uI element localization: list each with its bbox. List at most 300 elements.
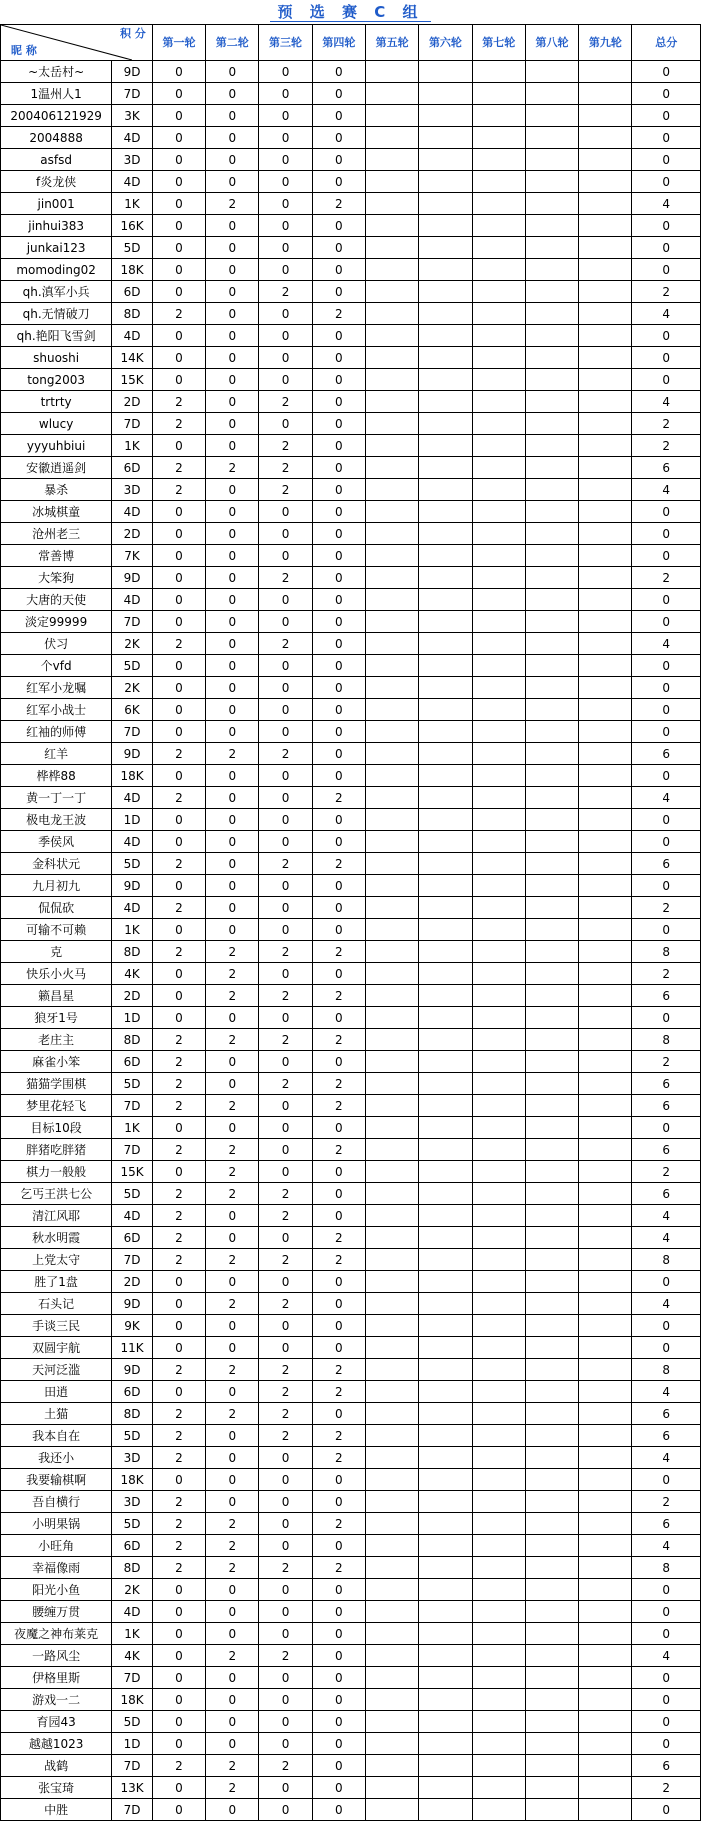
round-4-cell: 0	[312, 831, 365, 853]
round-1-cell: 0	[152, 61, 205, 83]
rating-cell: 9D	[112, 743, 153, 765]
table-row	[1, 963, 701, 985]
round-9-cell	[579, 501, 632, 523]
round-7-cell	[472, 985, 525, 1007]
round-4-cell: 0	[312, 149, 365, 171]
round-6-cell	[419, 1667, 472, 1689]
total-cell: 0	[632, 545, 701, 567]
round-7-cell	[472, 1667, 525, 1689]
table-row	[1, 1381, 701, 1403]
round-7-cell	[472, 919, 525, 941]
round-1-cell: 2	[152, 1557, 205, 1579]
round-2-cell: 0	[206, 1271, 259, 1293]
table-row	[1, 479, 701, 501]
round-9-cell	[579, 259, 632, 281]
table-row	[1, 1205, 701, 1227]
total-cell: 0	[632, 105, 701, 127]
player-name-cell: 棋力一般般	[1, 1161, 112, 1183]
round-2-cell: 2	[206, 1535, 259, 1557]
round-4-cell: 0	[312, 501, 365, 523]
round-5-cell	[366, 1667, 419, 1689]
table-row	[1, 1117, 701, 1139]
round-4-cell: 0	[312, 259, 365, 281]
round-3-cell: 0	[259, 413, 312, 435]
table-row	[1, 1755, 701, 1777]
table-row	[1, 303, 701, 325]
table-row	[1, 1227, 701, 1249]
round-4-cell: 2	[312, 1139, 365, 1161]
total-cell: 0	[632, 215, 701, 237]
round-1-cell: 0	[152, 435, 205, 457]
round-5-cell	[366, 677, 419, 699]
round-5-cell	[366, 1227, 419, 1249]
player-name-cell: 吾自横行	[1, 1491, 112, 1513]
player-name-cell: wlucy	[1, 413, 112, 435]
header-corner-cell	[1, 25, 153, 61]
total-cell: 6	[632, 457, 701, 479]
round-7-cell	[472, 1425, 525, 1447]
round-4-cell: 2	[312, 853, 365, 875]
total-cell: 0	[632, 127, 701, 149]
player-name-cell: 中胜	[1, 1799, 112, 1821]
round-4-cell: 0	[312, 655, 365, 677]
table-row	[1, 1623, 701, 1645]
rating-cell: 15K	[112, 369, 153, 391]
round-7-cell	[472, 1447, 525, 1469]
round-8-cell	[525, 1183, 578, 1205]
table-row	[1, 1051, 701, 1073]
table-row	[1, 897, 701, 919]
round-7-cell	[472, 523, 525, 545]
round-6-cell	[419, 83, 472, 105]
table-row	[1, 787, 701, 809]
total-cell: 0	[632, 1601, 701, 1623]
round-6-cell	[419, 1469, 472, 1491]
round-3-cell: 2	[259, 1073, 312, 1095]
round-7-cell	[472, 809, 525, 831]
round-4-cell: 0	[312, 1667, 365, 1689]
round-5-cell	[366, 1271, 419, 1293]
round-2-cell: 2	[206, 457, 259, 479]
round-1-cell: 2	[152, 787, 205, 809]
round-9-cell	[579, 1733, 632, 1755]
header-row	[1, 25, 701, 61]
round-3-cell: 0	[259, 83, 312, 105]
round-1-cell: 0	[152, 567, 205, 589]
round-2-cell: 2	[206, 1557, 259, 1579]
nickname-header-label: 昵 称	[11, 44, 37, 57]
rating-cell: 7K	[112, 545, 153, 567]
round-8-cell	[525, 1777, 578, 1799]
round-6-cell	[419, 61, 472, 83]
round-2-cell: 0	[206, 1205, 259, 1227]
round-5-cell	[366, 1051, 419, 1073]
round-3-cell: 2	[259, 1425, 312, 1447]
round-2-cell: 0	[206, 1491, 259, 1513]
round-5-cell	[366, 435, 419, 457]
round-5-cell	[366, 1645, 419, 1667]
round-7-cell	[472, 193, 525, 215]
round-7-cell	[472, 1491, 525, 1513]
round-8-cell	[525, 501, 578, 523]
round-1-cell: 0	[152, 193, 205, 215]
round-4-cell: 0	[312, 633, 365, 655]
round-6-cell	[419, 259, 472, 281]
round-8-cell	[525, 809, 578, 831]
round-8-cell	[525, 743, 578, 765]
rating-cell: 2D	[112, 523, 153, 545]
table-row	[1, 127, 701, 149]
round-7-cell	[472, 1095, 525, 1117]
rating-cell: 3D	[112, 149, 153, 171]
round-6-cell	[419, 1755, 472, 1777]
table-row	[1, 83, 701, 105]
round-7-cell	[472, 1139, 525, 1161]
rating-cell: 3D	[112, 1447, 153, 1469]
round-4-cell: 0	[312, 1535, 365, 1557]
table-row	[1, 105, 701, 127]
round-5-cell	[366, 457, 419, 479]
round-3-cell: 0	[259, 237, 312, 259]
round-6-cell	[419, 1535, 472, 1557]
player-name-cell: momoding02	[1, 259, 112, 281]
round-8-cell	[525, 831, 578, 853]
round-2-cell: 2	[206, 1359, 259, 1381]
round-7-cell	[472, 303, 525, 325]
table-row	[1, 1557, 701, 1579]
round-6-cell	[419, 171, 472, 193]
round-8-cell	[525, 1623, 578, 1645]
round-1-cell: 0	[152, 281, 205, 303]
round-3-cell: 0	[259, 699, 312, 721]
player-name-cell: 沧州老三	[1, 523, 112, 545]
rating-cell: 2K	[112, 633, 153, 655]
round-7-cell	[472, 1051, 525, 1073]
round-8-cell	[525, 787, 578, 809]
player-name-cell: 季侯风	[1, 831, 112, 853]
round-4-cell: 0	[312, 369, 365, 391]
total-cell: 2	[632, 435, 701, 457]
round-1-cell: 2	[152, 1073, 205, 1095]
round-9-cell	[579, 1711, 632, 1733]
round-9-cell	[579, 1777, 632, 1799]
round-1-cell: 2	[152, 1029, 205, 1051]
rating-cell: 6D	[112, 457, 153, 479]
round-2-cell: 0	[206, 765, 259, 787]
round-1-cell: 2	[152, 1513, 205, 1535]
total-cell: 0	[632, 1799, 701, 1821]
rating-cell: 4D	[112, 325, 153, 347]
round-3-cell: 0	[259, 1777, 312, 1799]
round-6-cell	[419, 105, 472, 127]
round-1-cell: 0	[152, 545, 205, 567]
round-7-cell	[472, 1601, 525, 1623]
rating-cell: 14K	[112, 347, 153, 369]
table-row	[1, 61, 701, 83]
round-2-cell: 0	[206, 1117, 259, 1139]
round-8-cell	[525, 1403, 578, 1425]
total-cell: 2	[632, 567, 701, 589]
rating-cell: 4K	[112, 1645, 153, 1667]
round-5-cell	[366, 1425, 419, 1447]
round-3-cell: 2	[259, 1205, 312, 1227]
round-2-cell: 2	[206, 1029, 259, 1051]
round-5-cell	[366, 963, 419, 985]
total-cell: 0	[632, 765, 701, 787]
round-1-cell: 0	[152, 831, 205, 853]
round-4-cell: 0	[312, 1645, 365, 1667]
table-row	[1, 1711, 701, 1733]
round-8-cell	[525, 1227, 578, 1249]
round-5-cell	[366, 391, 419, 413]
round-7-cell	[472, 1337, 525, 1359]
rating-cell: 18K	[112, 1689, 153, 1711]
round-3-cell: 0	[259, 1139, 312, 1161]
round-5-cell	[366, 1733, 419, 1755]
round-6-cell	[419, 1689, 472, 1711]
player-name-cell: jin001	[1, 193, 112, 215]
round-8-cell	[525, 303, 578, 325]
table-row	[1, 1667, 701, 1689]
round-3-cell: 2	[259, 281, 312, 303]
round-7-cell	[472, 347, 525, 369]
round-4-cell: 0	[312, 919, 365, 941]
round-3-cell: 0	[259, 1733, 312, 1755]
player-name-cell: qh.滇军小兵	[1, 281, 112, 303]
total-cell: 4	[632, 1205, 701, 1227]
rating-cell: 1K	[112, 193, 153, 215]
rating-cell: 9D	[112, 1293, 153, 1315]
round-8-cell	[525, 1711, 578, 1733]
round-7-cell	[472, 1293, 525, 1315]
round-3-cell: 0	[259, 1579, 312, 1601]
total-cell: 4	[632, 1381, 701, 1403]
player-name-cell: 九月初九	[1, 875, 112, 897]
round-1-cell: 0	[152, 1689, 205, 1711]
round-9-cell	[579, 391, 632, 413]
total-cell: 4	[632, 1227, 701, 1249]
round-5-cell	[366, 1557, 419, 1579]
round-7-cell	[472, 479, 525, 501]
round-9-cell	[579, 1557, 632, 1579]
round-4-cell: 0	[312, 875, 365, 897]
round-9-cell	[579, 1689, 632, 1711]
round-9-cell	[579, 743, 632, 765]
rating-cell: 7D	[112, 1139, 153, 1161]
round-5-cell	[366, 1205, 419, 1227]
round-1-cell: 0	[152, 589, 205, 611]
round-5-cell	[366, 1469, 419, 1491]
round-9-cell	[579, 1337, 632, 1359]
round-1-cell: 2	[152, 633, 205, 655]
round-1-cell: 0	[152, 919, 205, 941]
round-4-cell: 0	[312, 237, 365, 259]
round-8-cell	[525, 457, 578, 479]
round-1-header: 第一轮	[152, 25, 205, 61]
round-1-cell: 0	[152, 1117, 205, 1139]
round-1-cell: 0	[152, 523, 205, 545]
round-1-cell: 2	[152, 1095, 205, 1117]
round-7-cell	[472, 457, 525, 479]
round-7-cell	[472, 1535, 525, 1557]
round-1-cell: 0	[152, 1601, 205, 1623]
round-4-cell: 2	[312, 1425, 365, 1447]
round-5-cell	[366, 149, 419, 171]
rating-cell: 2D	[112, 985, 153, 1007]
rating-cell: 4D	[112, 1205, 153, 1227]
total-cell: 6	[632, 743, 701, 765]
round-3-cell: 0	[259, 809, 312, 831]
round-1-cell: 0	[152, 259, 205, 281]
rating-cell: 5D	[112, 237, 153, 259]
round-9-cell	[579, 61, 632, 83]
round-5-cell	[366, 589, 419, 611]
round-6-cell	[419, 831, 472, 853]
round-4-cell: 0	[312, 721, 365, 743]
round-7-cell	[472, 1777, 525, 1799]
round-4-cell: 0	[312, 435, 365, 457]
round-8-cell	[525, 1161, 578, 1183]
rating-cell: 9D	[112, 1359, 153, 1381]
player-name-cell: 大唐的天使	[1, 589, 112, 611]
round-8-cell	[525, 1359, 578, 1381]
round-5-cell	[366, 1249, 419, 1271]
round-5-cell	[366, 721, 419, 743]
round-2-cell: 0	[206, 1425, 259, 1447]
round-3-cell: 0	[259, 1315, 312, 1337]
round-7-cell	[472, 435, 525, 457]
table-row	[1, 523, 701, 545]
rating-cell: 7D	[112, 1755, 153, 1777]
round-5-cell	[366, 699, 419, 721]
round-9-cell	[579, 589, 632, 611]
round-6-cell	[419, 787, 472, 809]
table-row	[1, 545, 701, 567]
round-1-cell: 0	[152, 369, 205, 391]
round-2-cell: 0	[206, 347, 259, 369]
player-name-cell: 侃侃砍	[1, 897, 112, 919]
player-name-cell: 极电龙王波	[1, 809, 112, 831]
round-2-cell: 0	[206, 1381, 259, 1403]
round-1-cell: 2	[152, 413, 205, 435]
round-7-cell	[472, 1183, 525, 1205]
rating-cell: 4D	[112, 127, 153, 149]
rating-cell: 3D	[112, 479, 153, 501]
total-cell: 0	[632, 83, 701, 105]
round-1-cell: 0	[152, 1337, 205, 1359]
round-8-cell	[525, 149, 578, 171]
round-2-cell: 2	[206, 1777, 259, 1799]
round-3-cell: 0	[259, 1227, 312, 1249]
player-name-cell: 幸福像雨	[1, 1557, 112, 1579]
round-7-cell	[472, 787, 525, 809]
page-title: 预 选 赛 C 组	[0, 1, 701, 22]
table-row	[1, 809, 701, 831]
player-name-cell: 土猫	[1, 1403, 112, 1425]
round-3-cell: 0	[259, 545, 312, 567]
round-7-cell	[472, 281, 525, 303]
round-7-cell	[472, 743, 525, 765]
round-6-cell	[419, 589, 472, 611]
round-5-cell	[366, 1777, 419, 1799]
rating-cell: 4D	[112, 171, 153, 193]
round-8-cell	[525, 391, 578, 413]
player-name-cell: 快乐小火马	[1, 963, 112, 985]
round-5-cell	[366, 281, 419, 303]
round-4-cell: 0	[312, 171, 365, 193]
round-8-cell	[525, 941, 578, 963]
round-8-cell	[525, 259, 578, 281]
round-3-cell: 0	[259, 1337, 312, 1359]
round-3-cell: 2	[259, 941, 312, 963]
round-3-cell: 2	[259, 1249, 312, 1271]
round-9-cell	[579, 985, 632, 1007]
round-6-cell	[419, 1117, 472, 1139]
player-name-cell: 乞丐王洪七公	[1, 1183, 112, 1205]
player-name-cell: 游戏一二	[1, 1689, 112, 1711]
player-name-cell: qh.艳阳飞雪剑	[1, 325, 112, 347]
rating-cell: 9D	[112, 61, 153, 83]
round-8-cell	[525, 1535, 578, 1557]
round-5-cell	[366, 985, 419, 1007]
player-name-cell: 张宝琦	[1, 1777, 112, 1799]
round-8-cell	[525, 1381, 578, 1403]
total-cell: 4	[632, 1293, 701, 1315]
rating-cell: 1K	[112, 435, 153, 457]
round-2-cell: 0	[206, 589, 259, 611]
round-8-cell	[525, 1601, 578, 1623]
round-7-cell	[472, 1403, 525, 1425]
round-4-cell: 0	[312, 325, 365, 347]
rating-cell: 7D	[112, 1667, 153, 1689]
total-cell: 8	[632, 1557, 701, 1579]
rating-cell: 2K	[112, 677, 153, 699]
round-4-cell: 0	[312, 567, 365, 589]
round-9-cell	[579, 1645, 632, 1667]
round-6-cell	[419, 919, 472, 941]
round-4-cell: 0	[312, 589, 365, 611]
round-3-cell: 2	[259, 457, 312, 479]
round-2-cell: 0	[206, 1601, 259, 1623]
total-cell: 6	[632, 1183, 701, 1205]
total-cell: 4	[632, 787, 701, 809]
round-6-header: 第六轮	[419, 25, 472, 61]
round-9-cell	[579, 1623, 632, 1645]
round-7-cell	[472, 1249, 525, 1271]
round-2-cell: 0	[206, 523, 259, 545]
round-8-cell	[525, 875, 578, 897]
player-name-cell: f炎龙侠	[1, 171, 112, 193]
round-6-cell	[419, 347, 472, 369]
table-row	[1, 1029, 701, 1051]
round-3-cell: 0	[259, 369, 312, 391]
round-4-cell: 2	[312, 985, 365, 1007]
round-1-cell: 0	[152, 985, 205, 1007]
rating-cell: 15K	[112, 1161, 153, 1183]
total-header: 总分	[632, 25, 701, 61]
round-6-cell	[419, 655, 472, 677]
round-4-cell: 0	[312, 413, 365, 435]
round-3-cell: 0	[259, 655, 312, 677]
round-3-cell: 2	[259, 1293, 312, 1315]
rating-cell: 7D	[112, 83, 153, 105]
round-6-cell	[419, 1601, 472, 1623]
round-8-cell	[525, 1425, 578, 1447]
round-3-cell: 0	[259, 127, 312, 149]
round-1-cell: 2	[152, 1183, 205, 1205]
table-row	[1, 853, 701, 875]
round-9-cell	[579, 193, 632, 215]
